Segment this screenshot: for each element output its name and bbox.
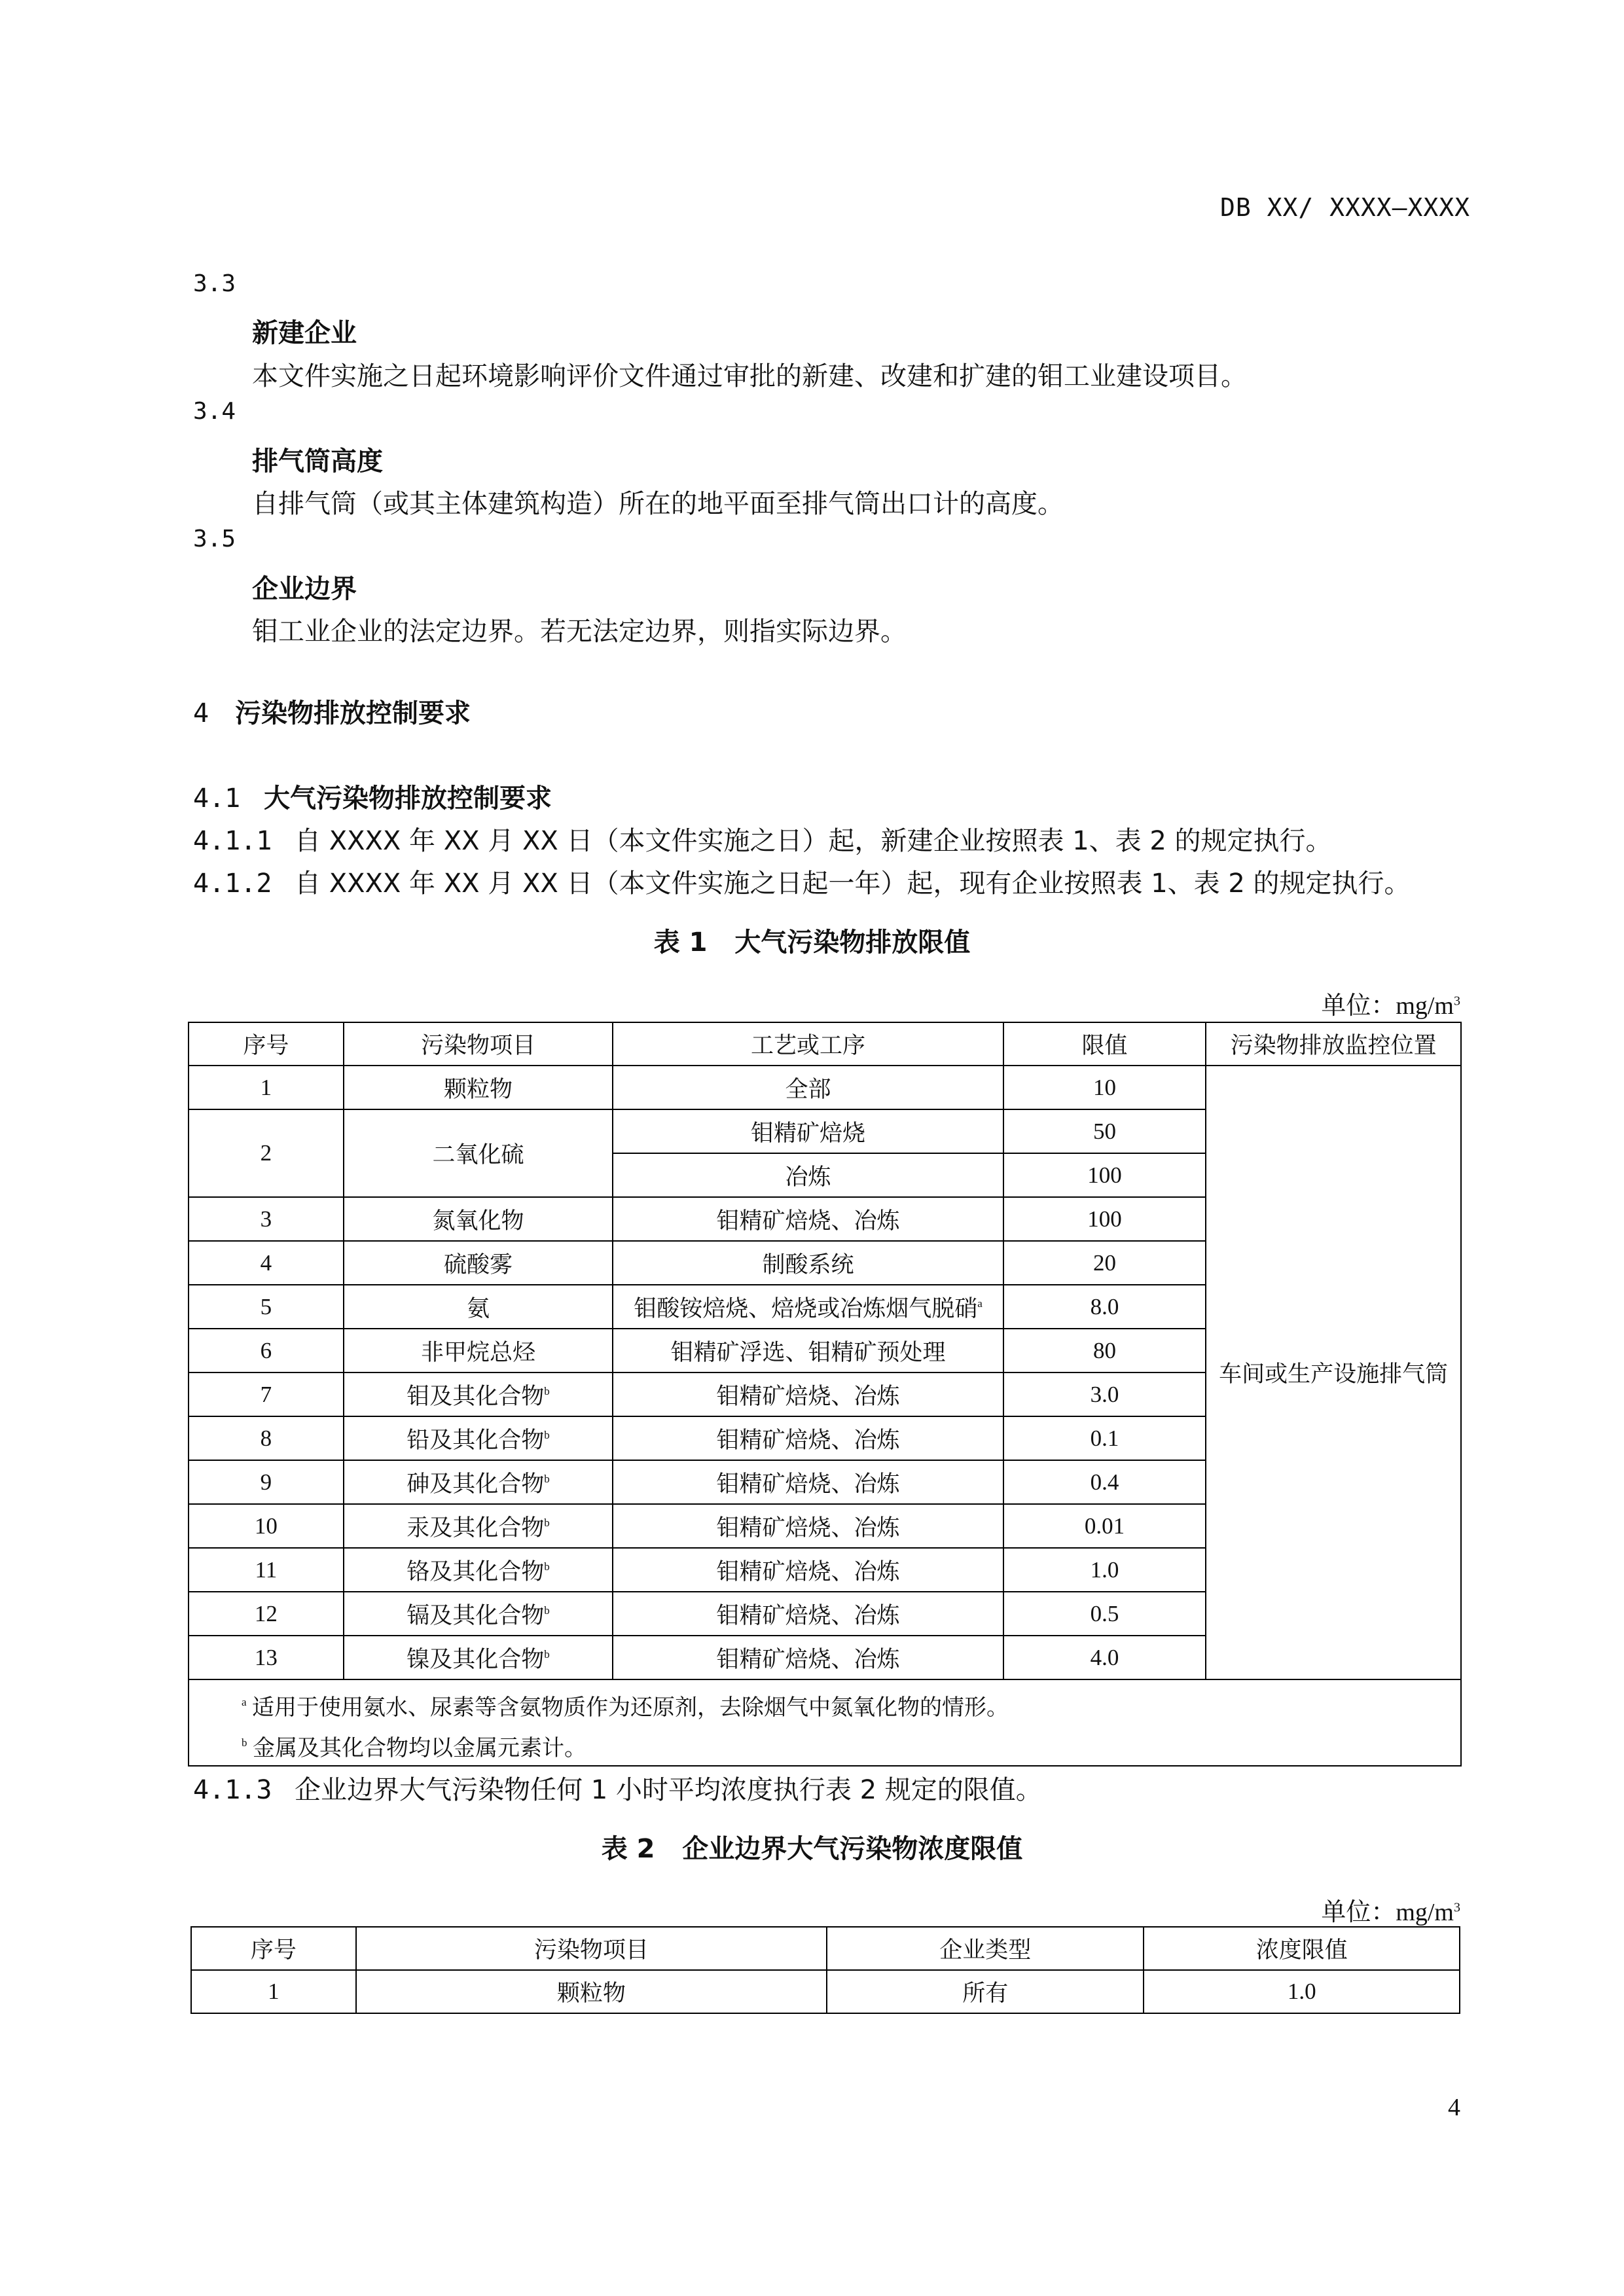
table-notes	[189, 1679, 1461, 1766]
clause: 4.1.2 自 XXXX 年 XX 月 XX 日（本文件实施之日起一年）起，现有企业按照表 1、表 2 的规定执行。	[193, 869, 1411, 899]
cell-limit: 0.4	[1003, 1460, 1206, 1504]
term-definition: 本文件实施之日起环境影响评价文件通过审批的新建、改建和扩建的钼工业建设项目。	[252, 361, 1247, 391]
table1-caption: 表 1 大气污染物排放限值	[653, 927, 971, 958]
cell-no: 1	[191, 1970, 356, 2013]
table-row	[189, 1066, 1461, 1109]
cell-no: 1	[189, 1066, 344, 1109]
cell-no: 5	[189, 1285, 344, 1329]
cell-limit: 100	[1003, 1153, 1206, 1197]
cell-item: 铬及其化合物$^b$	[344, 1548, 613, 1592]
cell-process: 制酸系统	[613, 1241, 1003, 1285]
cell-monitor-location: 车间或生产设施排气筒	[1206, 1066, 1461, 1679]
cell-limit: 3.0	[1003, 1372, 1206, 1416]
cell-process: 钼精矿焙烧、冶炼	[613, 1636, 1003, 1679]
cell-item: 颗粒物	[344, 1066, 613, 1109]
cell-limit: 80	[1003, 1329, 1206, 1372]
table-header-row	[191, 1927, 1460, 1970]
cell-item: 二氧化硫	[344, 1109, 613, 1197]
cell-item: 汞及其化合物$^b$	[344, 1504, 613, 1548]
doc-code-header: DB XX/ XXXX—XXXX	[1219, 193, 1470, 222]
cell-process: 钼精矿焙烧、冶炼	[613, 1548, 1003, 1592]
subsection-heading: 4.1 大气污染物排放控制要求	[193, 783, 552, 814]
cell-process: 钼精矿焙烧、冶炼	[613, 1460, 1003, 1504]
term-definition: 钼工业企业的法定边界。若无法定边界，则指实际边界。	[252, 617, 907, 647]
cell-process: 钼精矿焙烧、冶炼	[613, 1592, 1003, 1636]
cell-limit: 1.0	[1144, 1970, 1460, 2013]
footnote-mark: b	[544, 1384, 550, 1397]
cell-no: 3	[189, 1197, 344, 1241]
term-number: 3.3	[193, 270, 236, 297]
cell-limit: 100	[1003, 1197, 1206, 1241]
cell-limit: 10	[1003, 1066, 1206, 1109]
cell-item: 颗粒物	[356, 1970, 827, 2013]
table2-unit: 单位：$mg/m^3$	[1321, 1899, 1460, 1926]
column-header: 序号	[191, 1927, 356, 1970]
cell-no: 6	[189, 1329, 344, 1372]
cell-limit: 1.0	[1003, 1548, 1206, 1592]
clause: 4.1.1 自 XXXX 年 XX 月 XX 日（本文件实施之日）起，新建企业按照表 1、表 2 的规定执行。	[193, 826, 1332, 856]
footnote-mark: b	[544, 1604, 550, 1617]
clause: 4.1.3 企业边界大气污染物任何 1 小时平均浓度执行表 2 规定的限值。	[193, 1775, 1042, 1805]
column-header: 工艺或工序	[613, 1022, 1003, 1066]
cell-limit: 0.1	[1003, 1416, 1206, 1460]
cell-limit: 50	[1003, 1109, 1206, 1153]
cell-no: 8	[189, 1416, 344, 1460]
cell-process: 钼精矿焙烧、冶炼	[613, 1372, 1003, 1416]
cell-item: 硫酸雾	[344, 1241, 613, 1285]
cell-no: 7	[189, 1372, 344, 1416]
cell-no: 12	[189, 1592, 344, 1636]
footnote-mark: b	[544, 1560, 550, 1573]
footnote-mark: b	[544, 1647, 550, 1660]
term-name: 新建企业	[252, 318, 357, 348]
column-header: 浓度限值	[1144, 1927, 1460, 1970]
cell-no: 10	[189, 1504, 344, 1548]
term-number: 3.4	[193, 398, 236, 425]
cell-process: 钼精矿焙烧	[613, 1109, 1003, 1153]
table-note: $^a$ 适用于使用氨水、尿素等含氨物质作为还原剂，去除烟气中氮氧化物的情形。	[242, 1696, 1009, 1720]
cell-no: 13	[189, 1636, 344, 1679]
cell-limit: 20	[1003, 1241, 1206, 1285]
footnote-mark: b	[544, 1472, 550, 1485]
term-number: 3.5	[193, 526, 236, 552]
page-number: 4	[1448, 2094, 1460, 2121]
cell-no: 4	[189, 1241, 344, 1285]
cell-item: 镍及其化合物$^b$	[344, 1636, 613, 1679]
column-header: 序号	[189, 1022, 344, 1066]
column-header: 污染物排放监控位置	[1206, 1022, 1461, 1066]
cell-no: 2	[189, 1109, 344, 1197]
cell-no: 11	[189, 1548, 344, 1592]
cell-process: 全部	[613, 1066, 1003, 1109]
cell-process: 钼精矿焙烧、冶炼	[613, 1416, 1003, 1460]
section-heading: 4 污染物排放控制要求	[193, 698, 471, 728]
cell-item: 钼及其化合物$^b$	[344, 1372, 613, 1416]
column-header: 污染物项目	[356, 1927, 827, 1970]
cell-item: 镉及其化合物$^b$	[344, 1592, 613, 1636]
table2	[190, 1926, 1460, 2014]
cell-process: 钼精矿浮选、钼精矿预处理	[613, 1329, 1003, 1372]
footnote-mark: b	[544, 1428, 550, 1441]
table-notes-row	[189, 1679, 1461, 1766]
cell-process: 钼酸铵焙烧、焙烧或冶炼烟气脱硝$^a$	[613, 1285, 1003, 1329]
cell-item: 氨	[344, 1285, 613, 1329]
cell-process: 钼精矿焙烧、冶炼	[613, 1197, 1003, 1241]
column-header: 污染物项目	[344, 1022, 613, 1066]
cell-item: 非甲烷总烃	[344, 1329, 613, 1372]
cell-no: 9	[189, 1460, 344, 1504]
cell-limit: 4.0	[1003, 1636, 1206, 1679]
cell-limit: 0.5	[1003, 1592, 1206, 1636]
cell-limit: 0.01	[1003, 1504, 1206, 1548]
footnote-mark: a	[977, 1297, 983, 1310]
cell-item: 铅及其化合物$^b$	[344, 1416, 613, 1460]
table1-unit: 单位：$mg/m^3$	[1321, 992, 1460, 1020]
cell-process: 钼精矿焙烧、冶炼	[613, 1504, 1003, 1548]
table-header-row	[189, 1022, 1461, 1066]
cell-type: 所有	[827, 1970, 1144, 2013]
term-definition: 自排气筒（或其主体建筑构造）所在的地平面至排气筒出口计的高度。	[252, 489, 1064, 519]
table2-caption: 表 2 企业边界大气污染物浓度限值	[601, 1834, 1023, 1864]
term-name: 企业边界	[252, 574, 357, 604]
term-name: 排气筒高度	[252, 446, 383, 476]
column-header: 限值	[1003, 1022, 1206, 1066]
table1	[188, 1022, 1462, 1767]
table-note: $^b$ 金属及其化合物均以金属元素计。	[242, 1736, 586, 1761]
table-row	[191, 1970, 1460, 2013]
cell-item: 氮氧化物	[344, 1197, 613, 1241]
cell-item: 砷及其化合物$^b$	[344, 1460, 613, 1504]
column-header: 企业类型	[827, 1927, 1144, 1970]
cell-limit: 8.0	[1003, 1285, 1206, 1329]
cell-process: 冶炼	[613, 1153, 1003, 1197]
footnote-mark: b	[544, 1516, 550, 1529]
